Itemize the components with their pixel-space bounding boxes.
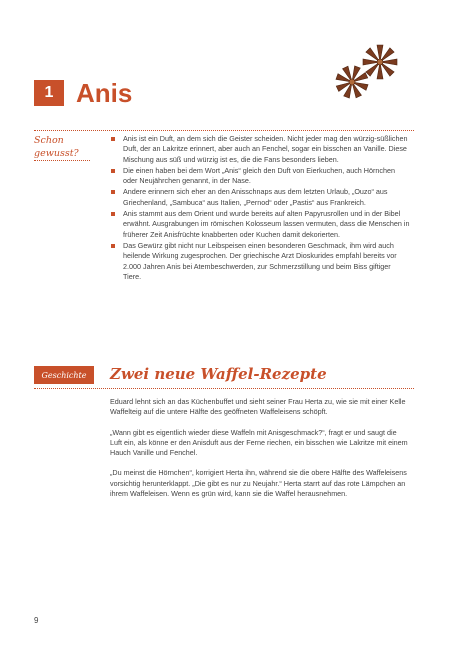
page-number: 9	[34, 616, 39, 625]
fact-item: Das Gewürz gibt nicht nur Leibspeisen einen besonderen Geschmack, ihm wird auch heilende Wirkung zugesprochen. Der griechische Arzt Dioskurides empfahl bereits vor 2.000 Jahren Anis bei Atembeschwerden, zur Schmerzstillung und beim Biss giftiger Tiere.	[110, 241, 410, 282]
fact-list	[110, 134, 410, 283]
top-divider	[34, 130, 414, 131]
story-paragraph: Eduard lehnt sich an das Küchenbuffet und sieht seiner Frau Herta zu, wie sie mit einer Kelle Waffelteig auf die untere Hälfte des geöffneten Waffeleisens schöpft.	[110, 397, 406, 417]
fact-item: Die einen haben bei dem Wort „Anis“ gleich den Duft von Eierkuchen, auch Hörnchen oder Neujährchen genannt, in der Nase.	[110, 166, 410, 187]
fact-item: Anis ist ein Duft, an dem sich die Geister scheiden. Nicht jeder mag den würzig-süßlichen Duft, der an Lakritze erinnert, aber auch an Fenchel, sogar ein bisschen an Vanille. Diese Mischung aus süß und würzig ist es, die die Fans besonders lieben.	[110, 134, 410, 165]
section-divider	[34, 388, 414, 389]
chapter-number: 1	[34, 80, 64, 106]
section-badge: Geschichte	[34, 366, 94, 384]
side-note: Schon gewusst?	[34, 135, 79, 159]
side-note-divider	[34, 160, 90, 161]
fact-item: Anis stammt aus dem Orient und wurde bereits auf alten Papyrusrollen und in der Bibel erwähnt. Ausgrabungen im römischen Kolosseum lassen vermuten, dass die Menschen in früherer Zeit Anisfrüchte knabberten oder Kuchen damit dekorierten.	[110, 209, 410, 240]
story-paragraph: „Wann gibt es eigentlich wieder diese Waffeln mit Anisgeschmack?“, fragt er und saugt die Luft ein, als könne er den Anisduft aus der Ferne riechen, ein bisschen wie Lakritze mit einem Hauch Vanille und Fenchel.	[110, 427, 408, 458]
story-paragraph: „Du meinst die Hörnchen“, korrigiert Herta ihn, während sie die obere Hälfte des Waffeleisens vorsichtig herunterklappt. „Die gibt es nur zu Neujahr.“ Herta starrt auf das rote Lämpchen an ihrem Waffeleisen. Wenn es grün wird, kann sie die Waffel herausnehmen.	[110, 468, 407, 499]
story-text	[110, 397, 410, 509]
chapter-heading	[34, 80, 132, 106]
chapter-title: Anis	[76, 78, 133, 108]
fact-item: Andere erinnern sich eher an den Anisschnaps aus dem letzten Urlaub, „Ouzo“ aus Griechenland, „Sambuca“ aus Italien, „Pernod“ oder „Pastis“ aus Frankreich.	[110, 187, 410, 208]
section-title: Zwei neue Waffel-Rezepte	[110, 365, 327, 383]
star-anise-image	[330, 40, 410, 102]
